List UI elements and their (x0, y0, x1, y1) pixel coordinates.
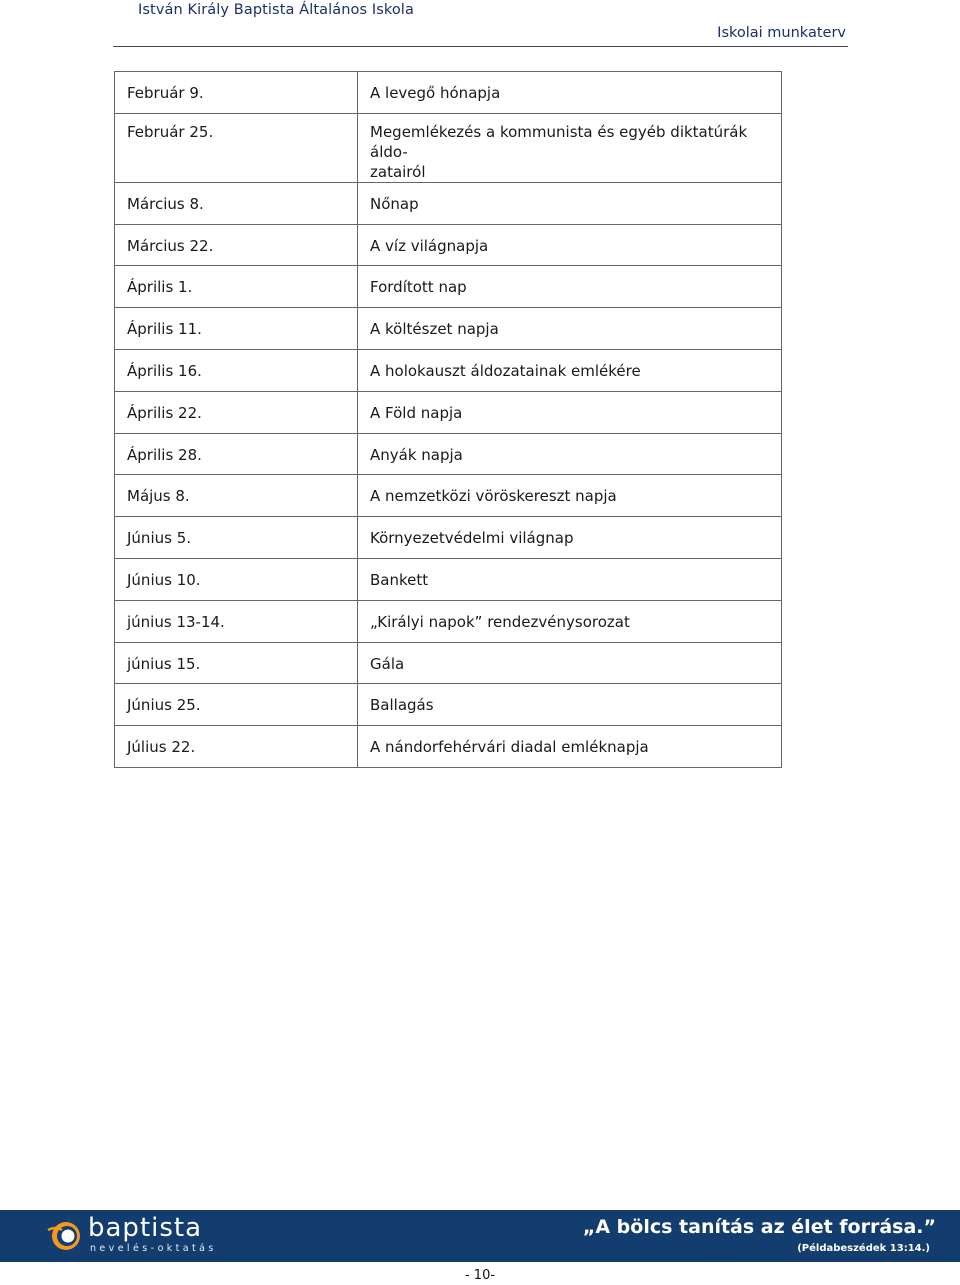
table-row (115, 475, 782, 517)
table-row (115, 266, 782, 308)
event-date: Április 11. (127, 320, 202, 339)
event-date-cell (115, 391, 358, 433)
event-name: A nemzetközi vöröskereszt napja (370, 487, 617, 506)
school-name: István Király Baptista Általános Iskola (138, 2, 414, 18)
event-date-cell (115, 266, 358, 308)
header-divider (113, 46, 848, 47)
event-date-cell (115, 224, 358, 266)
event-name-cell (358, 684, 782, 726)
event-date: Június 10. (127, 570, 201, 589)
event-name-cell (358, 224, 782, 266)
event-name: A levegő hónapja (370, 84, 501, 102)
event-name-cell (358, 558, 782, 600)
event-name-cell (358, 266, 782, 308)
event-name: Környezetvédelmi világnap (370, 529, 574, 548)
document-title: Iskolai munkaterv (717, 25, 846, 41)
event-date: Június 25. (127, 696, 201, 715)
event-name-cell (358, 182, 782, 224)
event-date: Április 16. (127, 361, 202, 380)
event-name-cell (358, 433, 782, 475)
event-date: Február 9. (127, 84, 204, 102)
logo-subtitle: nevelés-oktatás (90, 1243, 217, 1254)
event-date: június 13-14. (127, 612, 225, 631)
event-name: A Föld napja (370, 403, 463, 422)
event-name-cell (358, 726, 782, 768)
event-name: Gála (370, 654, 405, 673)
event-name: Anyák napja (370, 445, 463, 464)
event-name: Nőnap (370, 194, 419, 213)
event-date: Március 22. (127, 236, 214, 255)
table-row (115, 72, 782, 114)
event-name: Ballagás (370, 696, 434, 715)
event-date-cell (115, 726, 358, 768)
event-date: Június 5. (127, 529, 192, 548)
event-date-cell (115, 349, 358, 391)
table-row (115, 113, 782, 182)
footer-motto: „A bölcs tanítás az élet forrása.” (582, 1216, 936, 1238)
event-date-cell (115, 600, 358, 642)
event-name-cell (358, 113, 782, 182)
event-name-cell (358, 517, 782, 559)
event-name-cell (358, 349, 782, 391)
table-row (115, 182, 782, 224)
event-name: Fordított nap (370, 278, 467, 297)
event-date-cell (115, 642, 358, 684)
event-name: Bankett (370, 570, 429, 589)
event-date-cell (115, 308, 358, 350)
footer-motto-reference: (Példabeszédek 13:14.) (797, 1243, 930, 1254)
table-row (115, 433, 782, 475)
page-number: - 10- (464, 1268, 496, 1283)
event-name-cell (358, 308, 782, 350)
event-date: Április 28. (127, 445, 202, 464)
event-date-cell (115, 113, 358, 182)
table-row (115, 517, 782, 559)
table-row (115, 224, 782, 266)
table-row (115, 642, 782, 684)
event-name: A holokauszt áldozatainak emlékére (370, 361, 641, 380)
table-row (115, 349, 782, 391)
table-row (115, 391, 782, 433)
event-date: Április 22. (127, 403, 202, 422)
event-name-cell (358, 475, 782, 517)
event-date-cell (115, 72, 358, 114)
event-name: A költészet napja (370, 320, 499, 339)
table-row (115, 684, 782, 726)
table-row (115, 726, 782, 768)
event-name-cell (358, 72, 782, 114)
event-date: Február 25. (127, 122, 214, 141)
table-row (115, 600, 782, 642)
event-name: „Királyi napok” rendezvénysorozat (370, 612, 630, 631)
event-date-cell (115, 433, 358, 475)
event-name-cell (358, 391, 782, 433)
table-row (115, 308, 782, 350)
baptista-logo-icon (46, 1218, 82, 1254)
event-name: Megemlékezés a kommunista és egyéb diktatúrák áldo- zatairól (370, 122, 748, 181)
event-date-cell (115, 475, 358, 517)
event-date-cell (115, 684, 358, 726)
event-date-cell (115, 558, 358, 600)
event-name-cell (358, 600, 782, 642)
event-date: Március 8. (127, 194, 204, 213)
event-name: A nándorfehérvári diadal emléknapja (370, 738, 649, 757)
events-table (114, 71, 782, 768)
event-date: június 15. (127, 654, 201, 673)
event-date-cell (115, 182, 358, 224)
table-row (115, 558, 782, 600)
event-name: A víz világnapja (370, 236, 489, 255)
logo-name: baptista (88, 1213, 203, 1243)
event-date-cell (115, 517, 358, 559)
event-date: Július 22. (127, 738, 196, 757)
event-name-cell (358, 642, 782, 684)
event-date: Május 8. (127, 487, 190, 506)
event-date: Április 1. (127, 278, 193, 297)
